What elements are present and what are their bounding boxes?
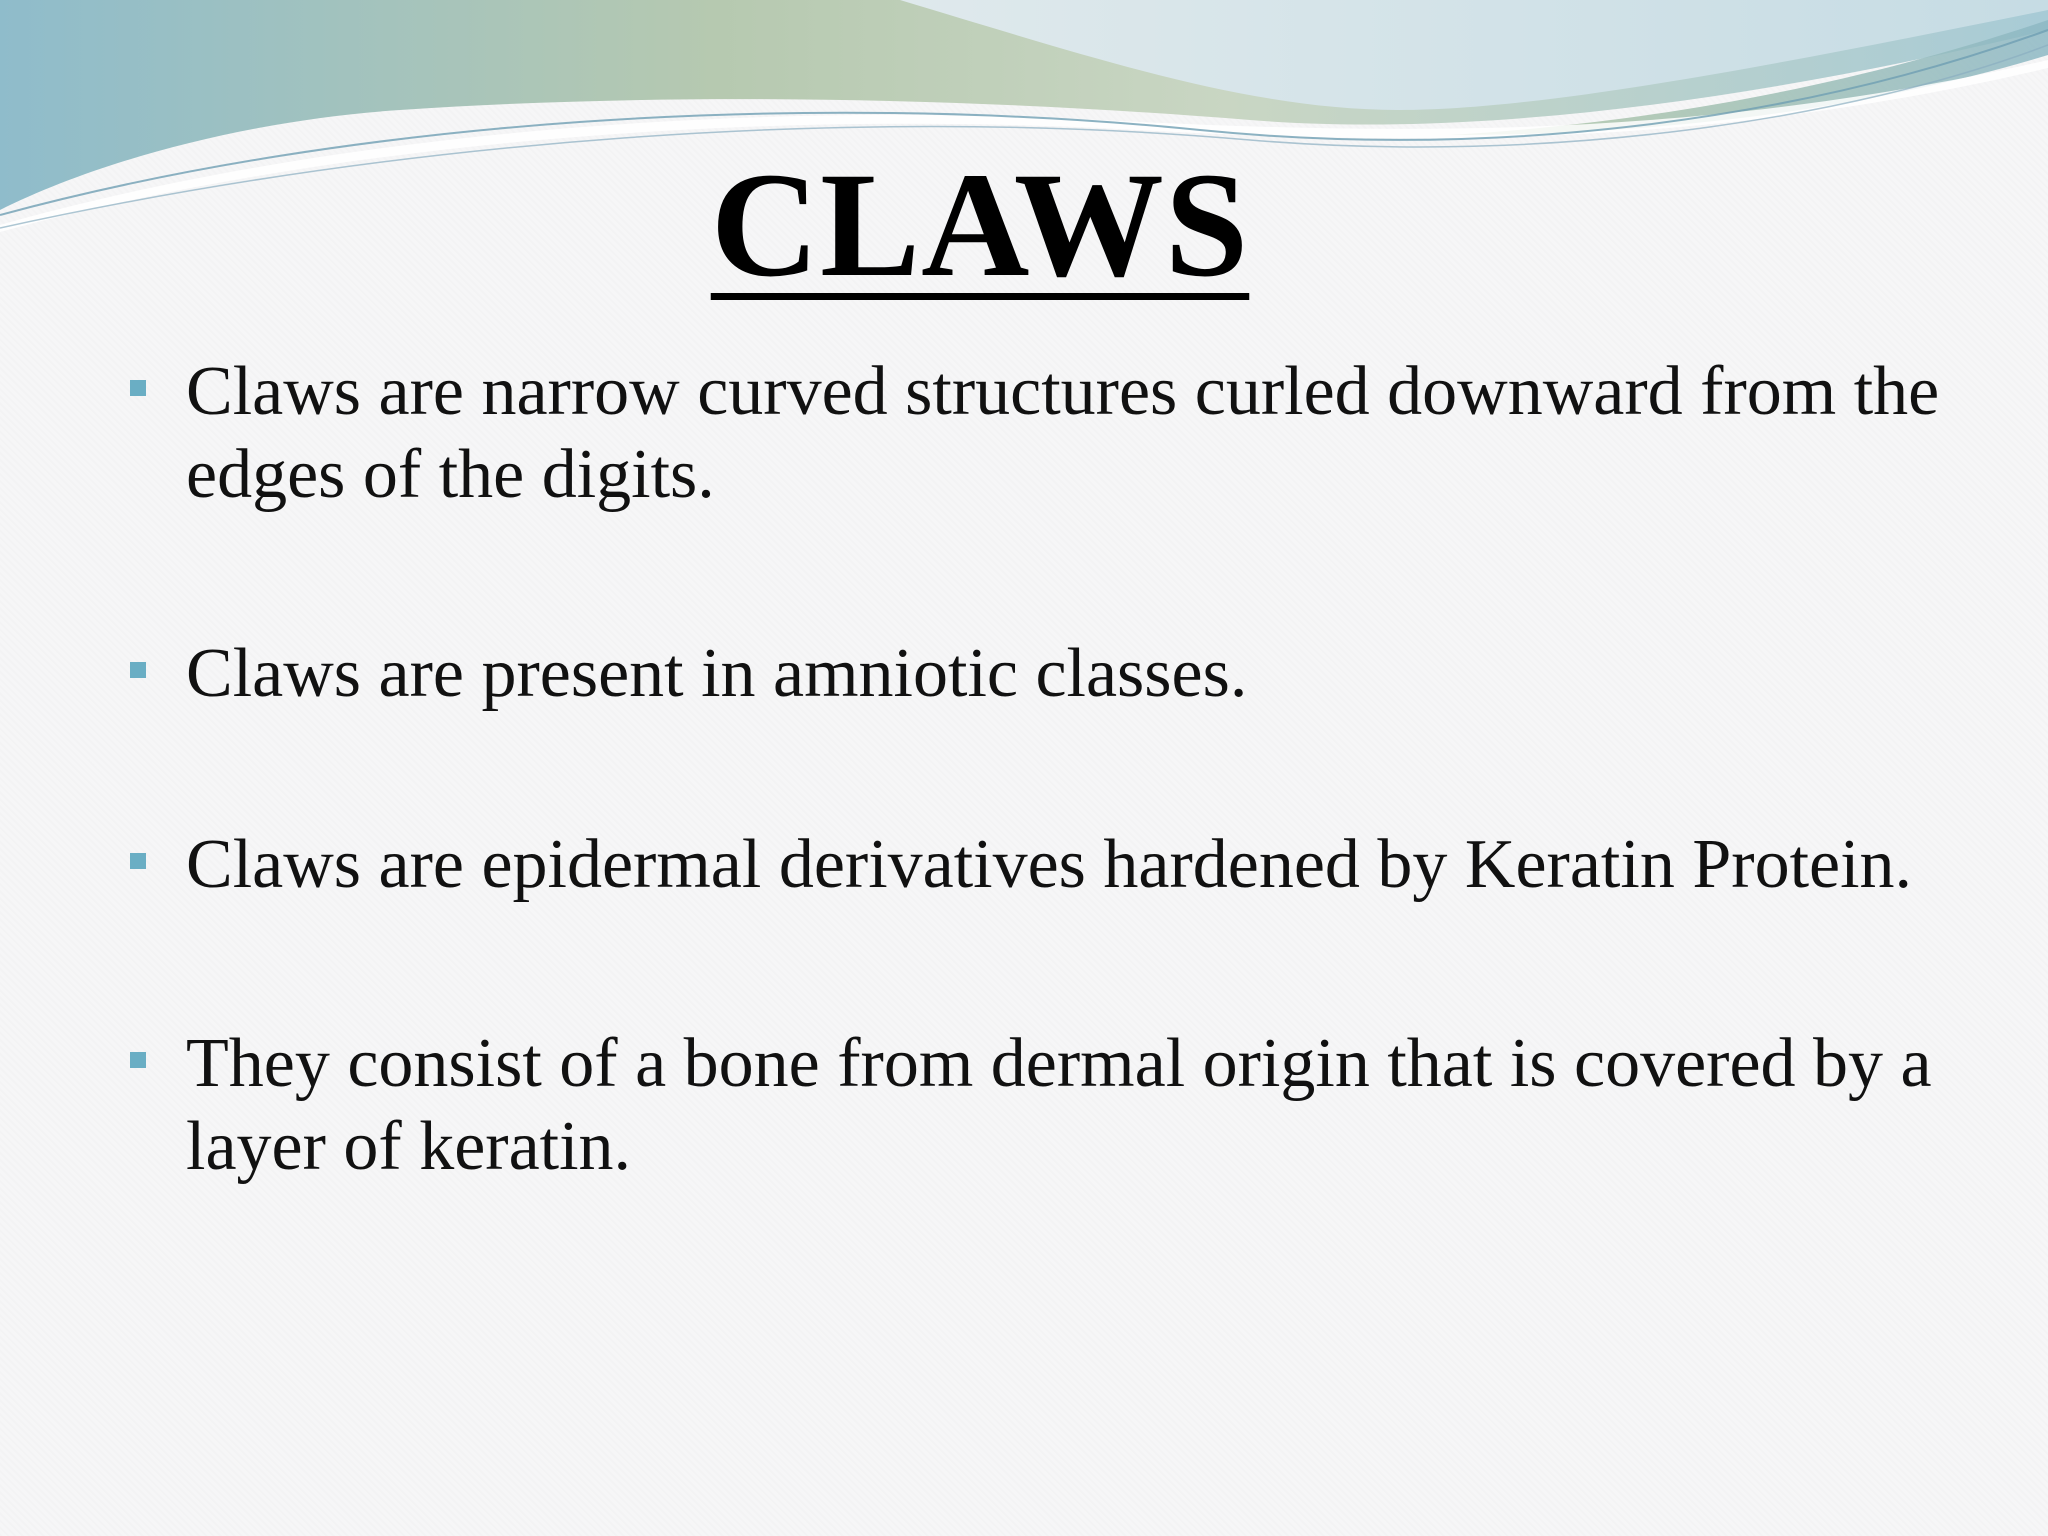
- bullet-list: [120, 350, 1940, 1304]
- bullet-item: [120, 350, 1940, 516]
- bullet-text: Claws are narrow curved structures curled downward from the edges of the digits.: [186, 353, 1940, 513]
- bullet-item: [120, 1022, 1940, 1188]
- bullet-item: [120, 632, 1940, 715]
- square-bullet-icon: [130, 853, 146, 869]
- square-bullet-icon: [130, 662, 146, 678]
- bullet-item: [120, 823, 1940, 906]
- slide-title: CLAWS: [710, 142, 1250, 308]
- bullet-text: Claws are epidermal derivatives hardened by Keratin Protein.: [186, 826, 1913, 903]
- bullet-text: Claws are present in amniotic classes.: [186, 635, 1248, 712]
- square-bullet-icon: [130, 380, 146, 396]
- square-bullet-icon: [130, 1052, 146, 1068]
- bullet-text: They consist of a bone from dermal origin that is covered by a layer of keratin.: [186, 1025, 1932, 1185]
